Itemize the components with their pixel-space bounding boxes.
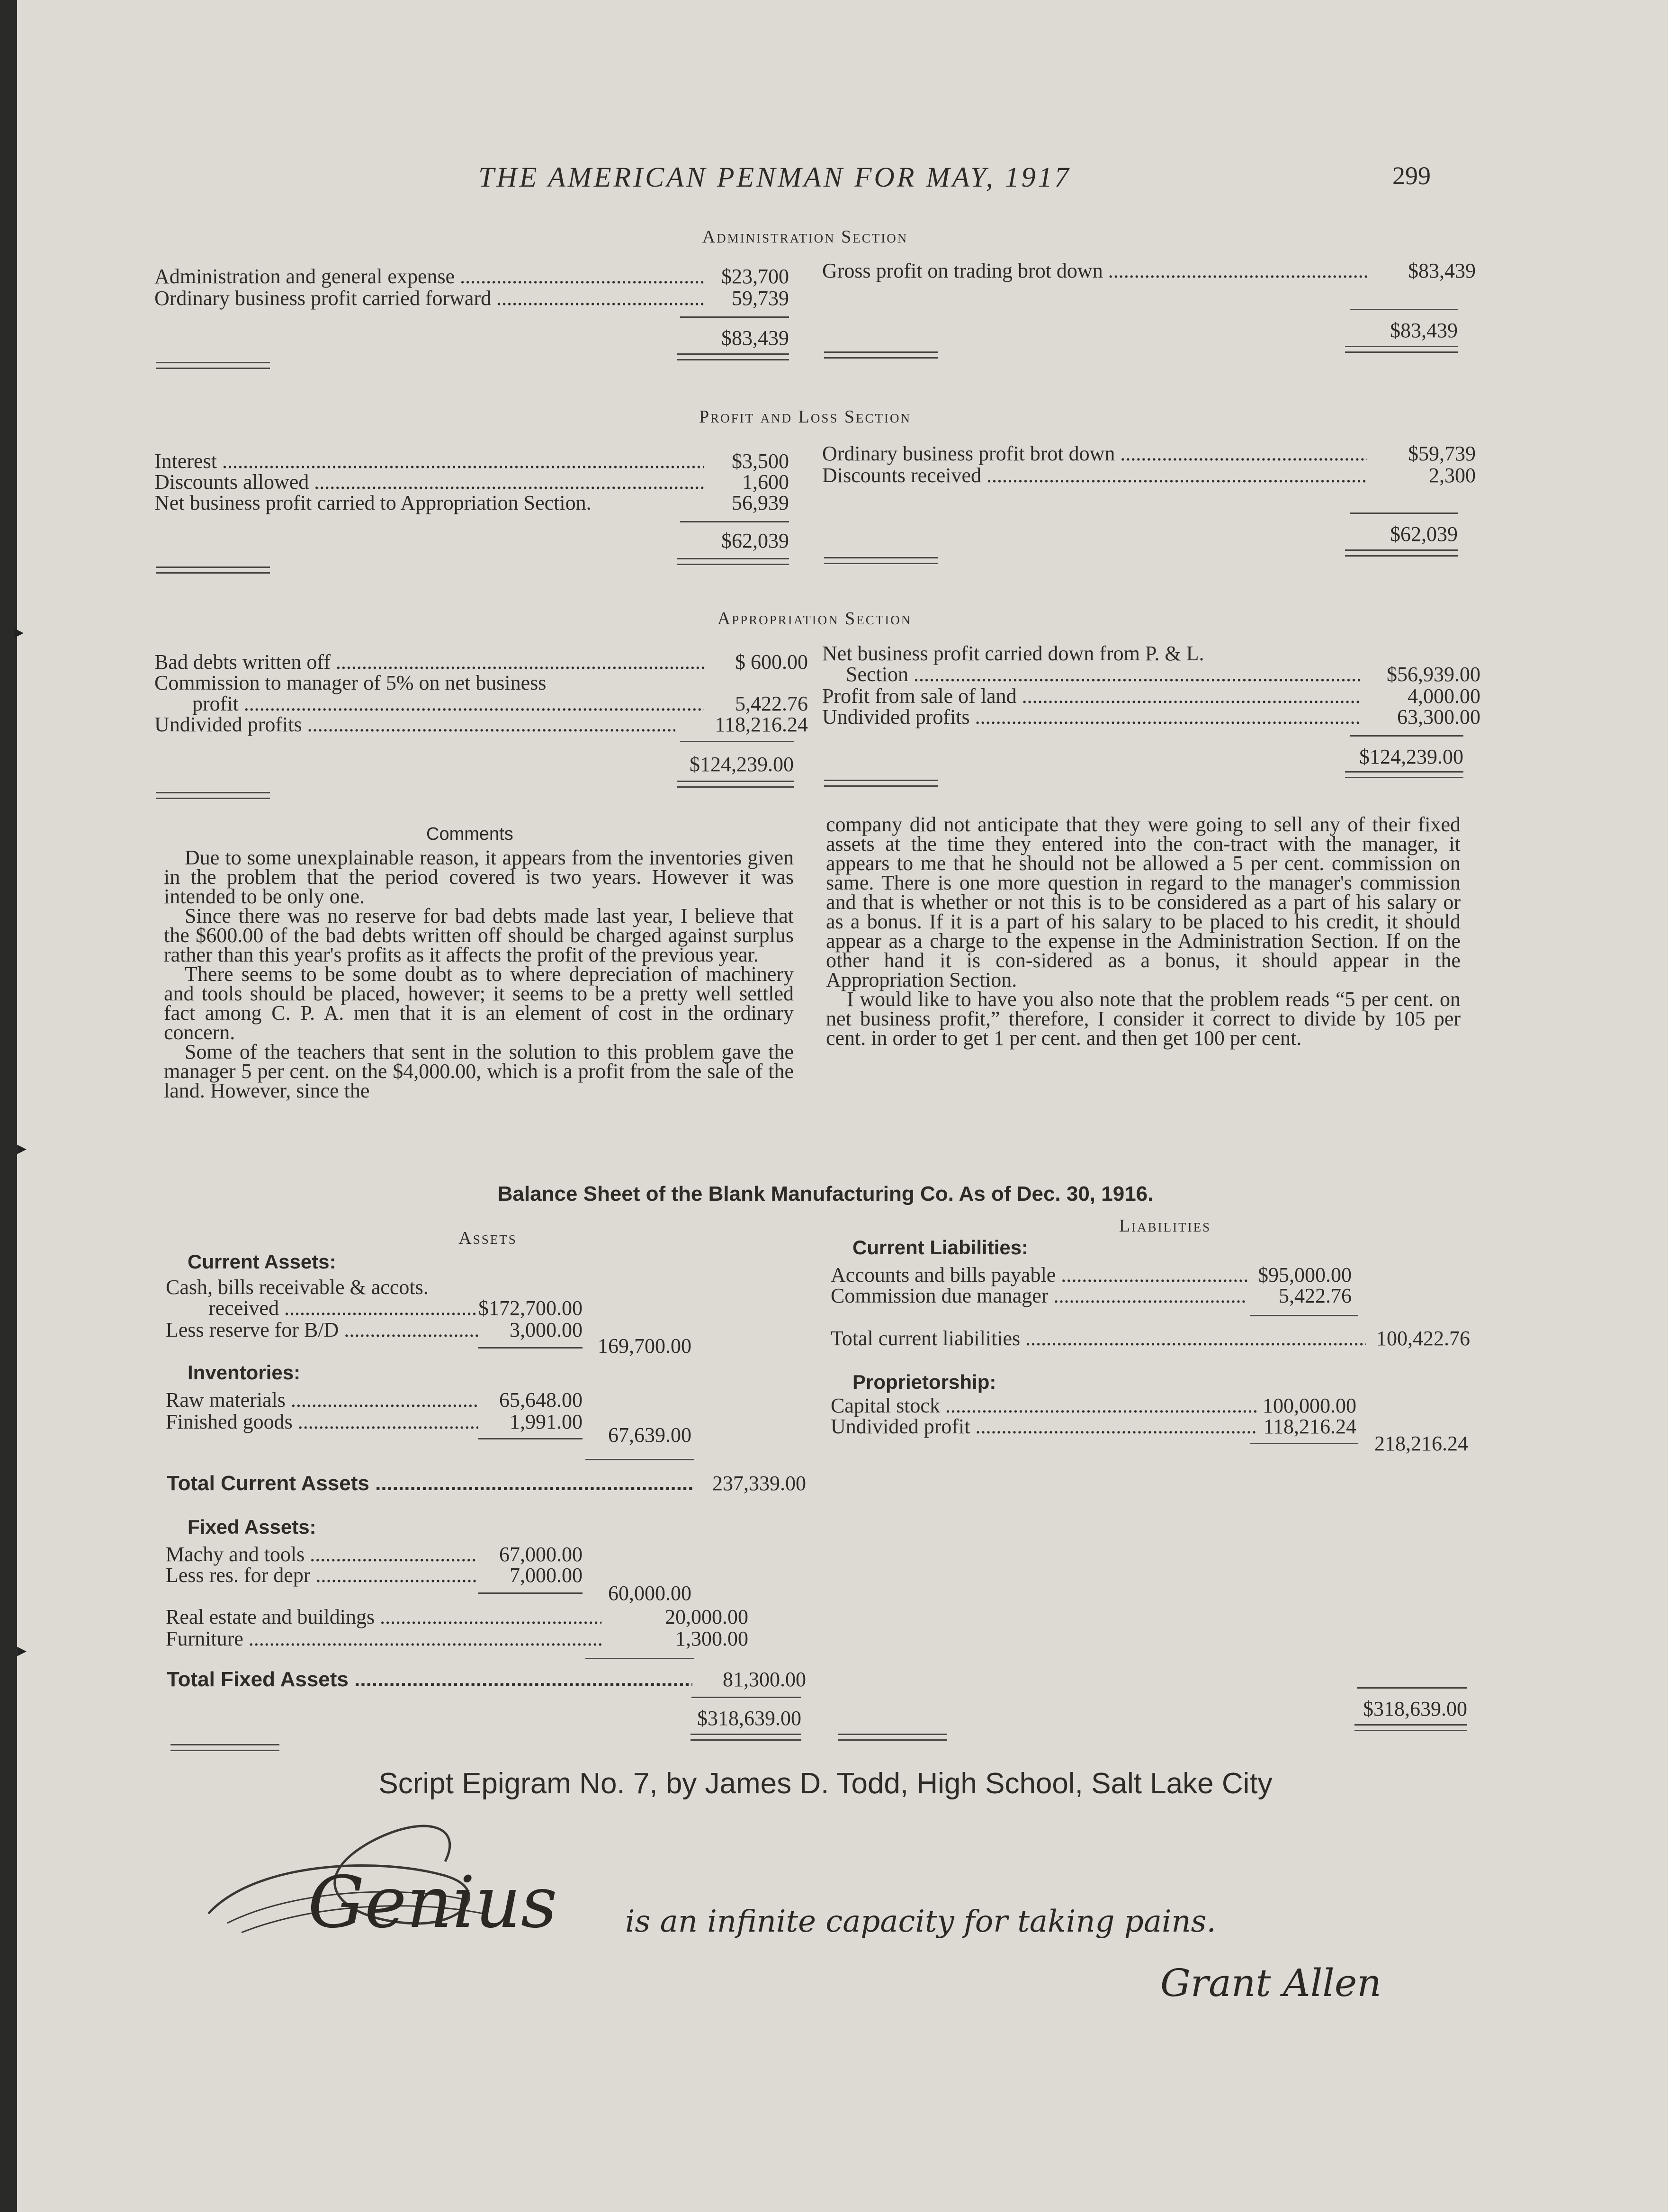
liabilities-heading: Liabilities — [1119, 1216, 1211, 1236]
comment-paragraph: company did not anticipate that they were going to sell any of their fixed assets at the time they entered into the con-tract with the manager, it appears to me that he should not be allowed a 5 per cent. commission on same. There is one more question in regard to the manager's commission and that is whether or not this is to be considered as a part of his salary or as a bonus. If it is a part of his salary to be placed to his credit, it should appear as a charge to the expense in the Administration Section. If on the other hand it is con-sidered as a bonus, it should appear in the Appropriation Section. — [826, 813, 1461, 991]
double-rule — [838, 1734, 947, 1741]
balance-sheet-title: Balance Sheet of the Blank Manufacturing Co. As of Dec. 30, 1916. — [497, 1182, 1154, 1205]
double-rule — [824, 780, 938, 787]
current-liabilities-heading: Current Liabilities: — [852, 1236, 1029, 1259]
inventories-heading: Inventories: — [188, 1361, 301, 1384]
sum-rule — [585, 1459, 694, 1460]
sum-rule — [478, 1438, 583, 1439]
sum-rule — [680, 316, 789, 318]
comment-paragraph: I would like to have you also note that the problem reads “5 per cent. on net business profit,” therefore, I consider it correct to divide by 105 per cent. in order to get 1 per cent. and then get 100 per cent. — [826, 988, 1461, 1050]
comments-heading: Comments — [426, 824, 513, 844]
section-heading: Administration Section — [702, 227, 908, 247]
double-rule — [156, 566, 270, 574]
epigram-word: Genius — [308, 1861, 557, 1944]
margin-mark: ▸ — [17, 1137, 27, 1159]
comment-paragraph: Since there was no reserve for bad debts made last year, I believe that the $600.00 of the bad debts written off should be charged against surplus rather than this year's profits as it affects the profit of the previous year. — [164, 904, 794, 966]
double-rule — [677, 558, 789, 565]
sum-rule — [1250, 1315, 1358, 1316]
double-rule — [1354, 1724, 1467, 1731]
page-number: 299 — [1392, 162, 1431, 190]
double-rule — [156, 792, 270, 799]
sum-rule — [1350, 513, 1458, 514]
double-rule — [677, 353, 789, 360]
double-rule — [1345, 771, 1463, 778]
section-heading: Appropriation Section — [717, 609, 912, 629]
comments-left-column — [164, 848, 794, 1100]
margin-mark: ▸ — [17, 1639, 27, 1661]
sum-rule — [1350, 735, 1463, 737]
proprietorship-heading: Proprietorship: — [852, 1371, 996, 1393]
current-assets-heading: Current Assets: — [188, 1250, 336, 1273]
margin-mark: ▸ — [14, 621, 24, 642]
comment-paragraph: Some of the teachers that sent in the solution to this problem gave the manager 5 per cent. on the $4,000.00, which is a profit from the sale of the land. However, since the — [164, 1040, 794, 1102]
double-rule — [677, 781, 794, 788]
sum-rule — [680, 521, 789, 522]
double-rule — [824, 557, 938, 564]
comment-paragraph: There seems to be some doubt as to where depreciation of machinery and tools should be placed, however; it seems to be a pretty well settled fact among C. P. A. men that it is an element of cost in the ordinary concern. — [164, 962, 794, 1044]
running-header: THE AMERICAN PENMAN FOR MAY, 1917 — [478, 162, 1071, 193]
sum-rule — [1357, 1687, 1467, 1689]
double-rule — [156, 362, 270, 369]
sum-rule — [691, 1697, 801, 1698]
double-rule — [1345, 549, 1458, 557]
double-rule — [1345, 346, 1458, 353]
ledger-row: Cash, bills receivable & accots. — [166, 1276, 429, 1299]
sum-rule — [1350, 309, 1458, 310]
sum-rule — [478, 1592, 583, 1594]
sum-rule — [585, 1658, 694, 1659]
assets-heading: Assets — [458, 1228, 517, 1248]
comment-paragraph: Due to some unexplainable reason, it appears from the inventories given in the problem that the period covered is two years. However it was intended to be only one. — [164, 846, 794, 908]
section-heading: Profit and Loss Section — [699, 407, 911, 427]
epigram-text: is an infinite capacity for taking pains. — [625, 1904, 1216, 1939]
comments-right-column — [826, 815, 1461, 1048]
sum-rule — [680, 741, 794, 742]
epigram-author: Grant Allen — [1160, 1961, 1381, 2005]
epigram-caption: Script Epigram No. 7, by James D. Todd, High School, Salt Lake City — [378, 1767, 1273, 1800]
sum-rule — [1250, 1443, 1358, 1444]
fixed-assets-heading: Fixed Assets: — [188, 1516, 316, 1538]
double-rule — [170, 1744, 279, 1751]
sum-rule — [478, 1347, 583, 1349]
double-rule — [691, 1734, 801, 1741]
double-rule — [824, 351, 938, 359]
